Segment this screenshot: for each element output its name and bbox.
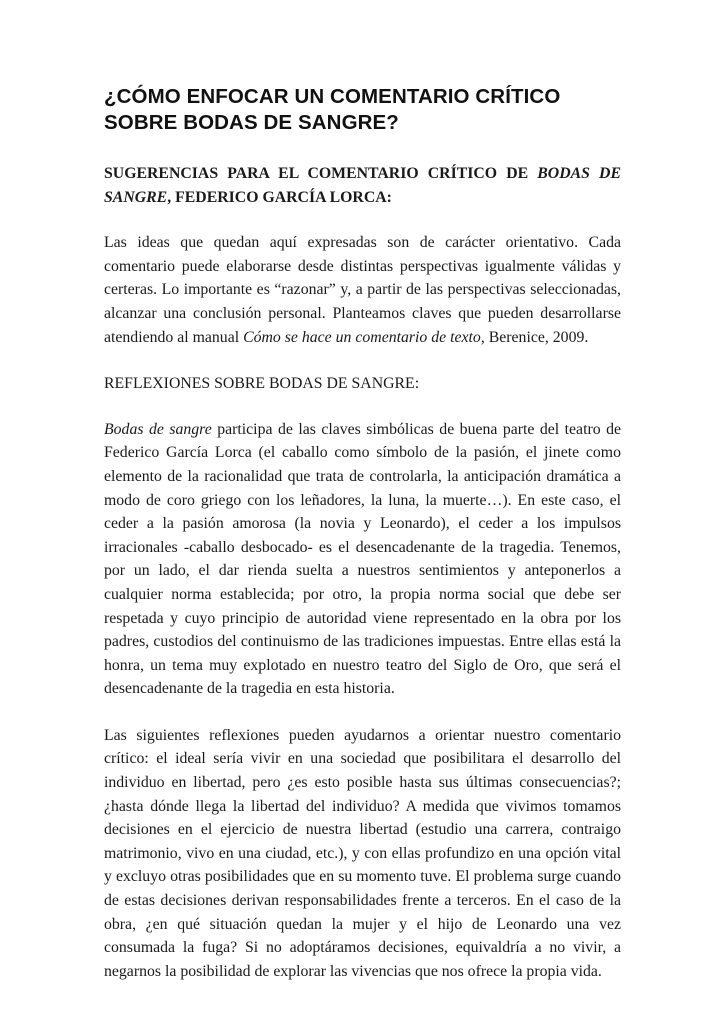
intro-book-title: Cómo se hace un comentario de texto	[243, 328, 481, 346]
subtitle-text-start: SUGERENCIAS PARA EL COMENTARIO CRÍTICO DE	[104, 165, 538, 182]
document-title: ¿CÓMO ENFOCAR UN COMENTARIO CRÍTICO SOBRE BODAS DE SANGRE?	[104, 85, 561, 134]
subtitle-text-end: , FEDERICO GARCÍA LORCA:	[167, 188, 392, 206]
subtitle-work-title: BODAS DE SANGRE	[104, 165, 621, 206]
document-page	[104, 84, 621, 1006]
document-subtitle	[104, 162, 621, 209]
paragraph-1-work-title: Bodas de sangre	[104, 420, 212, 438]
paragraph-1-text: participa de las claves simbólicas de buena parte del teatro de Federico García Lorca (el caballo como símbolo de la pasión, el jinete como elemento de la racionalidad que trata de controlarla, la anticipación dramática a modo de coro griego con los leñadores, la luna, la muerte…). En este caso, el ceder a la pasión amorosa (la novia y Leonardo), el ceder a los impulsos irracionales -caballo desbocado- es el desencadenante de la tragedia. Tenemos, por un lado, el dar rienda suelta a nuestros sentimientos y anteponerlos a cualquier norma establecida; por otro, la propia norma social que debe ser respetada y cuyo principio de autoridad viene representado en la obra por los padres, custodios del continuismo de las tradiciones impuestas. Entre ellas está la honra, un tema muy explotado en nuestro teatro del Siglo de Oro, que será el desencadenante de la tragedia en esta historia.	[104, 420, 621, 698]
section-heading: REFLEXIONES SOBRE BODAS DE SANGRE:	[104, 375, 420, 393]
intro-paragraph	[104, 231, 621, 349]
intro-text-start: Las ideas que quedan aquí expresadas son de carácter orientativo. Cada comentario puede elaborarse desde distintas perspectivas igualmente válidas y certeras. Lo importante es “razonar” y, a partir de las perspectivas seleccionadas, alcanzar una conclusión personal. Planteamos claves que pueden desarrollarse atendiendo al manual	[104, 234, 621, 346]
reflection-paragraph-2: Las siguientes reflexiones pueden ayudarnos a orientar nuestro comentario crítico: el ideal sería vivir en una sociedad que posibilitara el desarrollo del individuo en libertad, pero ¿es esto posible hasta sus últimas consecuencias?; ¿hasta dónde llega la libertad del individuo? A medida que vivimos tomamos decisiones en el ejercicio de nuestra libertad (estudio una carrera, contraigo matrimonio, vivo en una ciudad, etc.), y con ellas profundizo en una opción vital y excluyo otras posibilidades que en su momento tuve. El problema surge cuando de estas decisiones derivan responsabilidades frente a terceros. En el caso de la obra, ¿en qué situación quedan la mujer y el hijo de Leonardo una vez consumada la fuga? Si no adoptáramos decisiones, equivaldría a no vivir, a negarnos la posibilidad de explorar las vivencias que nos ofrece la propia vida.	[104, 726, 621, 980]
intro-text-end: , Berenice, 2009.	[480, 328, 589, 346]
reflection-paragraph-1	[104, 418, 621, 701]
